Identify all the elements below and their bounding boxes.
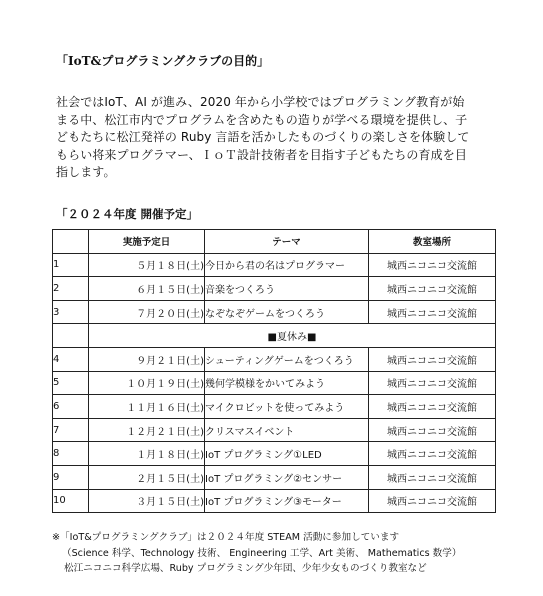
- row-date: ６月１５日(土): [89, 277, 205, 301]
- break-spacer: [53, 324, 89, 348]
- row-place: 城西ニコニコ交流館: [369, 442, 496, 466]
- row-theme: なぞなぞゲームをつくろう: [205, 300, 369, 324]
- schedule-title: 「２０２４年度 開催予定」: [56, 207, 199, 221]
- row-theme: 音楽をつくろう: [205, 277, 369, 301]
- row-date: ７月２０日(土): [89, 300, 205, 324]
- row-theme: IoT プログラミング①LED: [205, 442, 369, 466]
- summer-break-label: ■夏休み■: [89, 324, 496, 348]
- table-row: [53, 253, 496, 277]
- row-number: 8: [53, 442, 89, 466]
- steam-definition: （Science 科学、Technology 技術、 Engineering 工学、Art 美術、 Mathematics 数学）: [62, 547, 462, 559]
- footnotes: [52, 530, 532, 577]
- row-number: 9: [53, 465, 89, 489]
- row-place: 城西ニコニコ交流館: [369, 418, 496, 442]
- summer-break-row: [53, 324, 496, 348]
- intro-line: まる中、松江市内でプログラムを含めたもの造りが学べる環境を提供し、子: [56, 112, 468, 127]
- row-date: １１月１６日(土): [89, 395, 205, 419]
- row-date: ２月１５日(土): [89, 465, 205, 489]
- steam-note: ※「IoT&プログラミングクラブ」は２０２４年度 STEAM 活動に参加しています: [52, 532, 400, 543]
- row-date: １０月１９日(土): [89, 371, 205, 395]
- related-activities: 松江ニコニコ科学広場、Ruby プログラミング少年団、少年少女ものづくり教室など: [64, 563, 427, 574]
- table-row: [53, 395, 496, 419]
- row-place: 城西ニコニコ交流館: [369, 489, 496, 513]
- schedule-table: [52, 229, 496, 513]
- row-number: 1: [53, 253, 89, 277]
- row-place: 城西ニコニコ交流館: [369, 300, 496, 324]
- purpose-heading: 「IoT&プログラミングクラブの目的」: [56, 54, 270, 68]
- row-theme: マイクロビットを使ってみよう: [205, 395, 369, 419]
- intro-line: 指します。: [56, 165, 116, 179]
- table-row: [53, 371, 496, 395]
- row-number: 5: [53, 371, 89, 395]
- row-date: １月１８日(土): [89, 442, 205, 466]
- table-row: [53, 442, 496, 466]
- row-place: 城西ニコニコ交流館: [369, 465, 496, 489]
- row-theme: 幾何学模様をかいてみよう: [205, 371, 369, 395]
- header-theme: テーマ: [205, 230, 369, 254]
- table-row: [53, 277, 496, 301]
- table-row: [53, 418, 496, 442]
- row-date: １２月２１日(土): [89, 418, 205, 442]
- row-theme: 今日から君の名はプログラマー: [205, 253, 369, 277]
- row-date: ３月１５日(土): [89, 489, 205, 513]
- table-row: [53, 300, 496, 324]
- row-date: ５月１８日(土): [89, 253, 205, 277]
- row-number: 10: [53, 489, 89, 513]
- row-place: 城西ニコニコ交流館: [369, 253, 496, 277]
- row-number: 3: [53, 300, 89, 324]
- row-theme: クリスマスイベント: [205, 418, 369, 442]
- table-row: [53, 347, 496, 371]
- row-number: 6: [53, 395, 89, 419]
- row-place: 城西ニコニコ交流館: [369, 347, 496, 371]
- row-place: 城西ニコニコ交流館: [369, 395, 496, 419]
- table-row: [53, 489, 496, 513]
- header-place: 教室場所: [369, 230, 496, 254]
- intro-line: もらい将来プログラマー、ＩｏＴ設計技術者を目指す子どもたちの育成を目: [56, 147, 467, 162]
- row-number: 2: [53, 277, 89, 301]
- intro-line: どもたちに松江発祥の Ruby 言語を活かしたものづくりの楽しさを体験して: [56, 130, 470, 144]
- row-theme: IoT プログラミング②センサー: [205, 465, 369, 489]
- row-theme: シューティングゲームをつくろう: [205, 347, 369, 371]
- table-header-row: [53, 230, 496, 254]
- row-number: 7: [53, 418, 89, 442]
- row-place: 城西ニコニコ交流館: [369, 277, 496, 301]
- header-num: [53, 230, 89, 254]
- intro-paragraph: [56, 94, 496, 182]
- header-date: 実施予定日: [89, 230, 205, 254]
- row-place: 城西ニコニコ交流館: [369, 371, 496, 395]
- table-row: [53, 465, 496, 489]
- row-number: 4: [53, 347, 89, 371]
- intro-line: 社会ではIoT、AI が進み、2020 年から小学校ではプログラミング教育が始: [56, 95, 465, 109]
- row-date: ９月２１日(土): [89, 347, 205, 371]
- row-theme: IoT プログラミング③モーター: [205, 489, 369, 513]
